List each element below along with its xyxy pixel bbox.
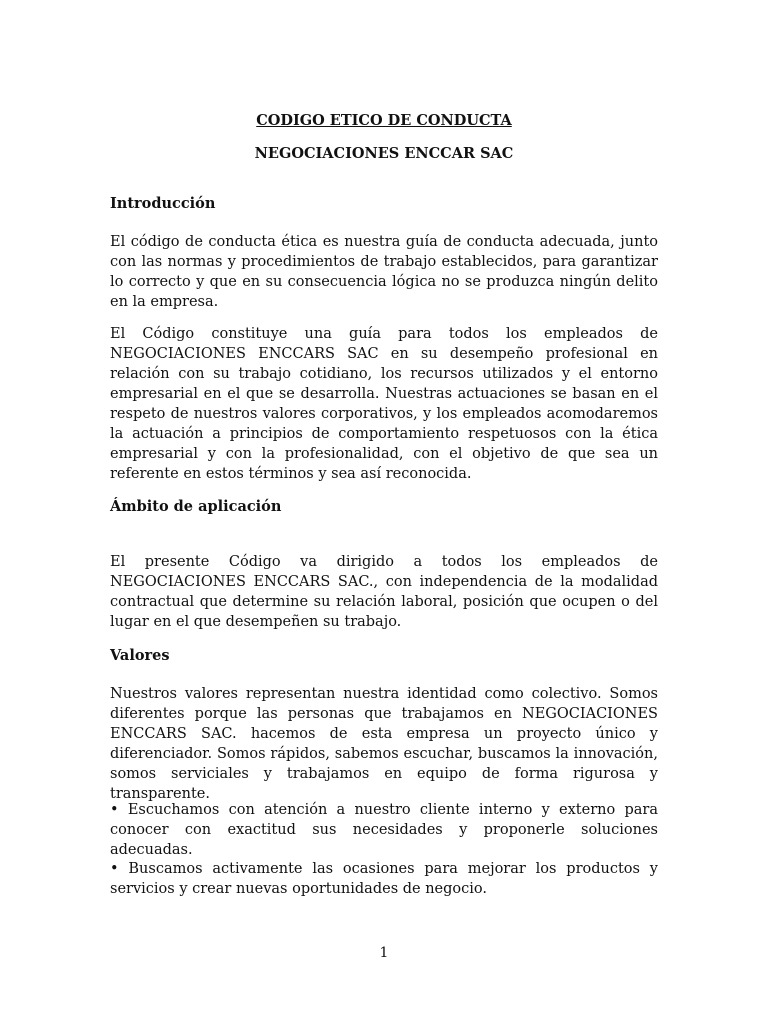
values-paragraph: Nuestros valores representan nuestra identidad como colectivo. Somos diferentes porque las personas que trabajamos en NEGOCIACIONES ENCCARS SAC. hacemos de esta empresa un proyecto único y diferenciador. Somos rápidos, sabemos escuchar, buscamos la innovación, somos serviciales y trabajamos en equipo de forma rigurosa y transparente. [110, 686, 658, 802]
section-heading-valores: Valores [110, 647, 170, 664]
intro-paragraph-2: El Código constituye una guía para todos los empleados de NEGOCIACIONES ENCCARS SAC en su desempeño profesional en relación con su trabajo cotidiano, los recursos utilizados y el entorno empresarial en el que se desarrolla. Nuestras actuaciones se basan en el respeto de nuestros valores corporativos, y los empleados acomodaremos la actuación a principios de comportamiento respetuosos con la ética empresarial y con la profesionalidad, con el objetivo de que sea un referente en estos términos y sea así reconocida. [110, 326, 658, 482]
values-bullet-2: • Buscamos activamente las ocasiones para mejorar los productos y servicios y crear nuevas oportunidades de negocio. [110, 861, 658, 897]
values-bullet-1: • Escuchamos con atención a nuestro cliente interno y externo para conocer con exactitud sus necesidades y proponerle soluciones adecuadas. [110, 802, 658, 858]
section-heading-introduccion: Introducción [110, 195, 216, 212]
section-heading-ambito: Ámbito de aplicación [110, 498, 282, 515]
document-title: CODIGO ETICO DE CONDUCTA [256, 112, 512, 129]
scope-paragraph: El presente Código va dirigido a todos los empleados de NEGOCIACIONES ENCCARS SAC., con independencia de la modalidad contractual que determine su relación laboral, posición que ocupen o del lugar en el que desempeñen su trabajo. [110, 554, 658, 630]
page-number: 1 [379, 945, 389, 961]
document-subtitle: NEGOCIACIONES ENCCAR SAC [254, 145, 514, 162]
intro-paragraph-1: El código de conducta ética es nuestra guía de conducta adecuada, junto con las normas y procedimientos de trabajo establecidos, para garantizar lo correcto y que en su consecuencia lógica no se produzca ningún delito en la empresa. [110, 234, 658, 310]
